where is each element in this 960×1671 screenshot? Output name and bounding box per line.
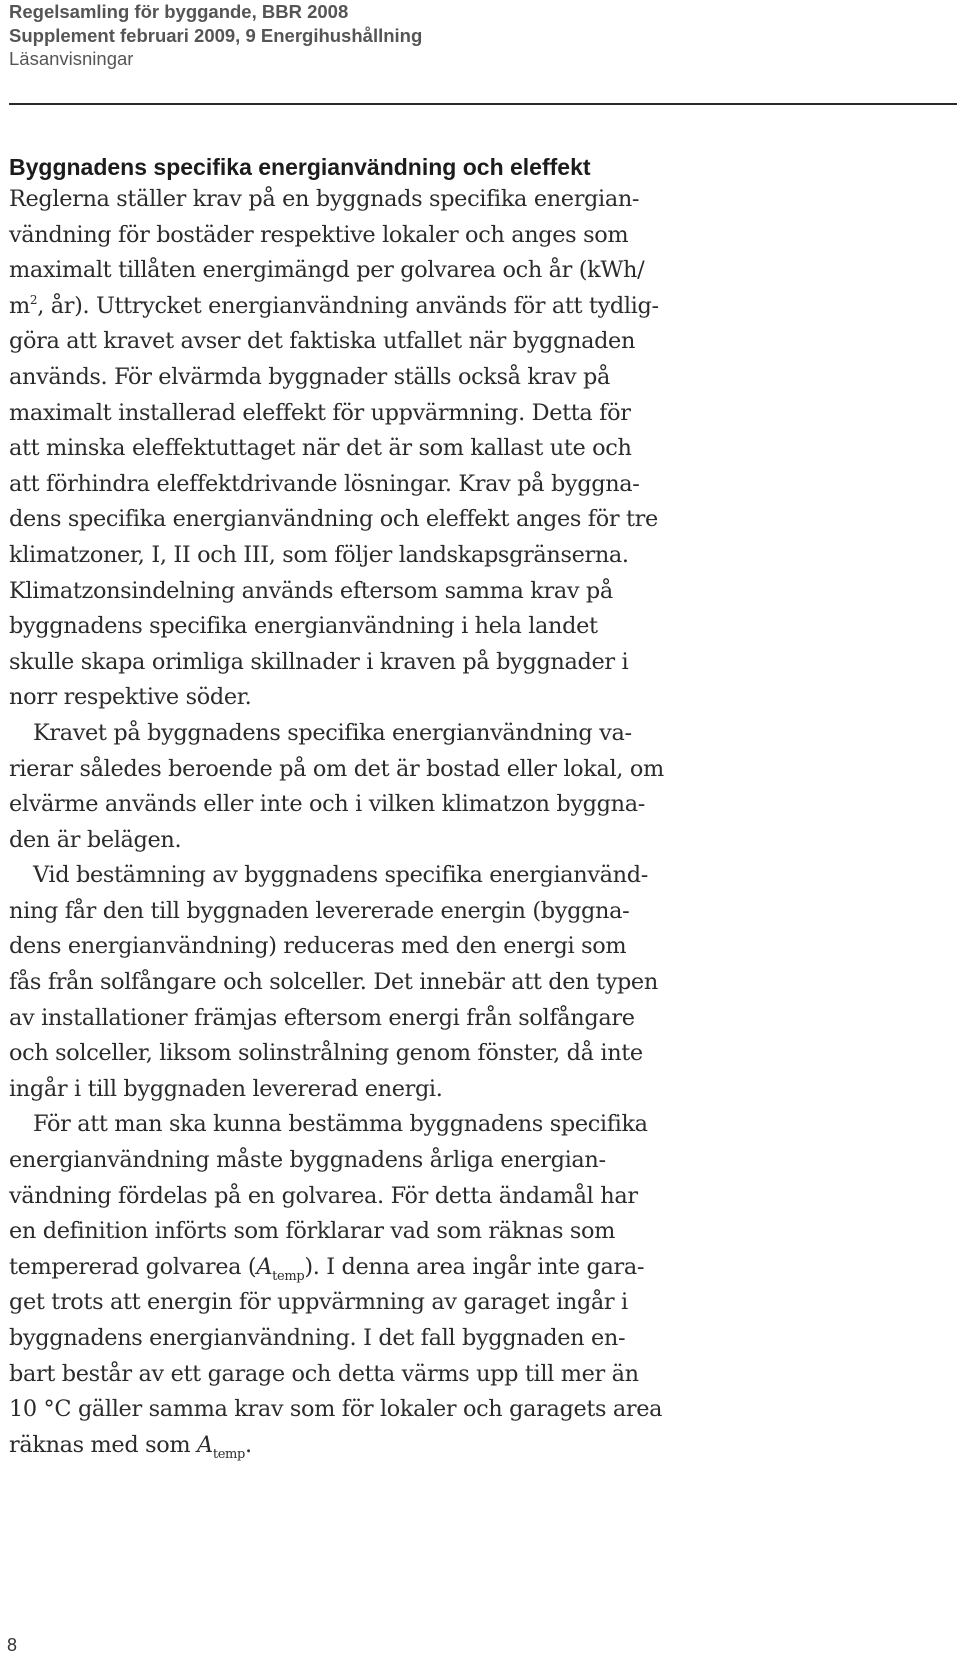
symbol-a: A bbox=[197, 1431, 213, 1458]
text-line: Kravet på byggnadens specifika energianvändning va- bbox=[33, 719, 632, 746]
unit-m: m bbox=[9, 292, 30, 319]
header-supplement-title: Supplement februari 2009, 9 Energihushållning bbox=[9, 24, 423, 46]
text-line bbox=[9, 289, 959, 325]
text-line: norr respektive söder. bbox=[9, 684, 252, 711]
text-line: För att man ska kunna bestämma byggnadens specifika bbox=[33, 1111, 648, 1138]
text-line: skulle skapa orimliga skillnader i kraven på byggnader i bbox=[9, 648, 629, 675]
section-heading: Byggnadens specifika energianvändning och eleffekt bbox=[9, 154, 591, 180]
text-fragment: räknas med som bbox=[9, 1431, 198, 1458]
symbol-a: A bbox=[256, 1253, 273, 1280]
text-fragment: tempererad golvarea ( bbox=[9, 1253, 257, 1280]
text-line: maximalt installerad eleffekt för uppvärmning. Detta för bbox=[9, 399, 631, 426]
text-line: maximalt tillåten energimängd per golvarea och år (kWh/ bbox=[9, 257, 645, 284]
text-line: Reglerna ställer krav på en byggnads specifika energian- bbox=[9, 186, 640, 212]
text-line: Klimatzonsindelning används eftersom samma krav på bbox=[9, 577, 613, 604]
text-line: rierar således beroende på om det är bostad eller lokal, om bbox=[9, 755, 664, 782]
body-text bbox=[9, 182, 959, 1463]
text-line: 10 °C gäller samma krav som för lokaler och garagets area bbox=[9, 1396, 663, 1423]
running-header bbox=[9, 0, 422, 71]
paragraph-2 bbox=[9, 716, 959, 858]
text-line: att minska eleffektuttaget när det är som kallast ute och bbox=[9, 435, 632, 462]
paragraph-1 bbox=[9, 182, 959, 716]
text-line: fås från solfångare och solceller. Det innebär att den typen bbox=[9, 969, 658, 996]
text-line: att förhindra eleffektdrivande lösningar. Krav på byggna- bbox=[9, 470, 640, 497]
text-line: vändning för bostäder respektive lokaler och anges som bbox=[9, 221, 629, 248]
header-section-name: Läsanvisningar bbox=[9, 48, 134, 69]
header-publication-title: Regelsamling för byggande, BBR 2008 bbox=[9, 1, 349, 22]
superscript-2: 2 bbox=[29, 292, 38, 307]
text-line: energianvändning måste byggnadens årliga energian- bbox=[9, 1147, 606, 1174]
text-line: göra att kravet avser det faktiska utfallet när byggnaden bbox=[9, 328, 636, 355]
text-line: elvärme används eller inte och i vilken klimatzon byggna- bbox=[9, 791, 645, 818]
text-line: dens specifika energianvändning och eleffekt anges för tre bbox=[9, 506, 658, 533]
text-line: och solceller, liksom solinstrålning genom fönster, då inte bbox=[9, 1040, 643, 1067]
page-number: 8 bbox=[7, 1635, 18, 1655]
text-line bbox=[9, 1250, 959, 1286]
text-fragment: ). I denna area ingår inte gara- bbox=[304, 1253, 645, 1280]
paragraph-4 bbox=[9, 1107, 959, 1463]
text-line: av installationer främjas eftersom energi från solfångare bbox=[9, 1004, 635, 1031]
text-line bbox=[9, 1428, 959, 1464]
text-line: klimatzoner, I, II och III, som följer landskapsgränserna. bbox=[9, 541, 629, 568]
text-fragment: . bbox=[245, 1431, 252, 1458]
text-line: ning får den till byggnaden levererade energin (byggna- bbox=[9, 897, 630, 924]
subscript-temp: temp bbox=[272, 1268, 305, 1284]
text-line: används. För elvärmda byggnader ställs också krav på bbox=[9, 363, 611, 390]
paragraph-3 bbox=[9, 858, 959, 1107]
text-line: en definition införts som förklarar vad som räknas som bbox=[9, 1218, 616, 1245]
text-line: byggnadens energianvändning. I det fall byggnaden en- bbox=[9, 1325, 626, 1351]
subscript-temp: temp bbox=[212, 1446, 246, 1462]
text-line: vändning fördelas på en golvarea. För detta ändamål har bbox=[9, 1182, 638, 1209]
text-line: ingår i till byggnaden levererad energi. bbox=[9, 1075, 443, 1102]
text-line: bart består av ett garage och detta värms upp till mer än bbox=[9, 1360, 639, 1387]
header-divider bbox=[9, 103, 957, 105]
text-line: byggnadens specifika energianvändning i hela landet bbox=[9, 613, 598, 640]
text-line: dens energianvändning) reduceras med den energi som bbox=[9, 933, 627, 960]
text-fragment: , år). Uttrycket energianvändning används för att tydlig- bbox=[37, 292, 659, 319]
text-line: Vid bestämning av byggnadens specifika energianvänd- bbox=[33, 862, 648, 889]
text-line: den är belägen. bbox=[9, 826, 182, 853]
text-line: get trots att energin för uppvärmning av garaget ingår i bbox=[9, 1289, 628, 1316]
